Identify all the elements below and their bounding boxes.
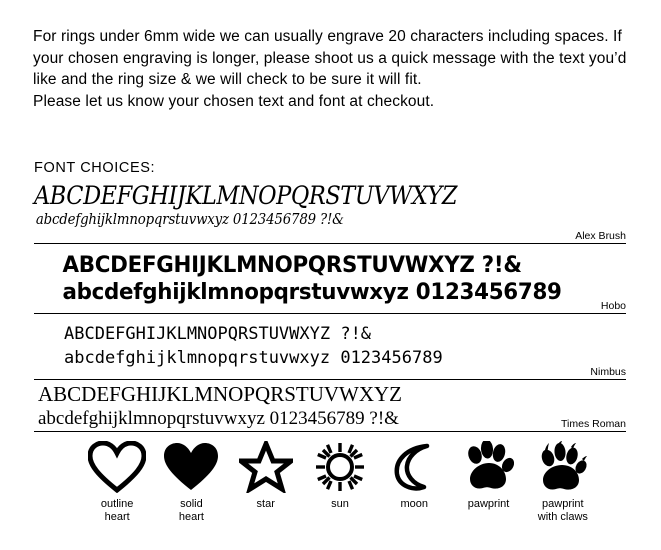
symbol-caption-text: star — [256, 498, 275, 510]
font-sample-hobo — [34, 252, 626, 314]
font-name-label: Times Roman — [561, 418, 626, 430]
font-choices-heading: FONT CHOICES: — [34, 160, 156, 176]
divider — [34, 431, 626, 432]
symbol-outline-heart — [80, 440, 154, 524]
intro-paragraph-1: For rings under 6mm wide we can usually engrave 20 characters including spaces. If your chosen engraving is longer, please shoot us a quick message with the text you’d like and the ring size & we will check to be sure it will fit. — [33, 28, 627, 88]
font-sample-uppercase: ABCDEFGHIJKLMNOPQRSTUVWXYZ — [38, 382, 403, 406]
font-sample-uppercase: ABCDEFGHIJKLMNOPQRSTUVWXYZ ?!& — [62, 252, 522, 278]
symbol-caption — [526, 498, 600, 524]
symbol-moon — [377, 440, 451, 511]
intro-text — [33, 26, 641, 112]
moon-icon — [377, 440, 451, 494]
symbol-pawprint — [451, 440, 525, 511]
font-sample-times-roman — [34, 382, 626, 432]
divider — [34, 313, 626, 314]
symbol-caption-text: outline heart — [100, 498, 134, 523]
symbol-caption — [154, 498, 228, 524]
font-sample-nimbus — [34, 322, 626, 380]
symbol-solid-heart — [154, 440, 228, 524]
divider — [34, 243, 626, 244]
solid-heart-icon — [154, 440, 228, 494]
symbol-sun — [303, 440, 377, 511]
font-sample-uppercase: ABCDEFGHIJKLMNOPQRSTUVWXYZ — [34, 181, 458, 210]
outline-heart-icon — [80, 440, 154, 494]
symbol-pawprint-with-claws — [526, 440, 600, 524]
divider — [34, 379, 626, 380]
symbol-caption-text: moon — [400, 498, 429, 510]
font-name-label: Nimbus — [590, 366, 626, 378]
font-sample-lowercase: abcdefghijklmnopqrstuvwxyz 0123456789 ?!& — [38, 408, 399, 429]
font-sample-lowercase: abcdefghijklmnopqrstuvwxyz 0123456789 — [64, 348, 443, 368]
font-name-label: Hobo — [600, 300, 626, 312]
font-name-label: Alex Brush — [575, 230, 626, 242]
intro-paragraph-2: Please let us know your chosen text and font at checkout. — [33, 92, 435, 110]
font-sample-lowercase: abcdefghijklmnopqrstuvwxyz 0123456789 ?!& — [35, 212, 344, 228]
symbol-star — [229, 440, 303, 511]
star-icon — [229, 440, 303, 494]
pawprint-with-claws-icon — [526, 440, 600, 494]
font-sample-alex-brush — [34, 182, 626, 244]
pawprint-icon — [451, 440, 525, 494]
symbol-caption-text: pawprint — [467, 498, 510, 510]
sun-icon — [303, 440, 377, 494]
symbol-caption — [451, 498, 525, 511]
symbol-caption — [229, 498, 303, 511]
font-sample-lowercase: abcdefghijklmnopqrstuvwxyz 0123456789 — [62, 279, 562, 305]
symbol-caption — [303, 498, 377, 511]
font-sample-uppercase: ABCDEFGHIJKLMNOPQRSTUVWXYZ ?!& — [64, 324, 372, 344]
symbol-choices-row — [80, 440, 600, 524]
symbol-caption-text: pawprint with claws — [537, 498, 588, 523]
symbol-caption — [80, 498, 154, 524]
symbol-caption-text: solid heart — [178, 498, 204, 523]
symbol-caption-text: sun — [331, 498, 349, 510]
symbol-caption — [377, 498, 451, 511]
